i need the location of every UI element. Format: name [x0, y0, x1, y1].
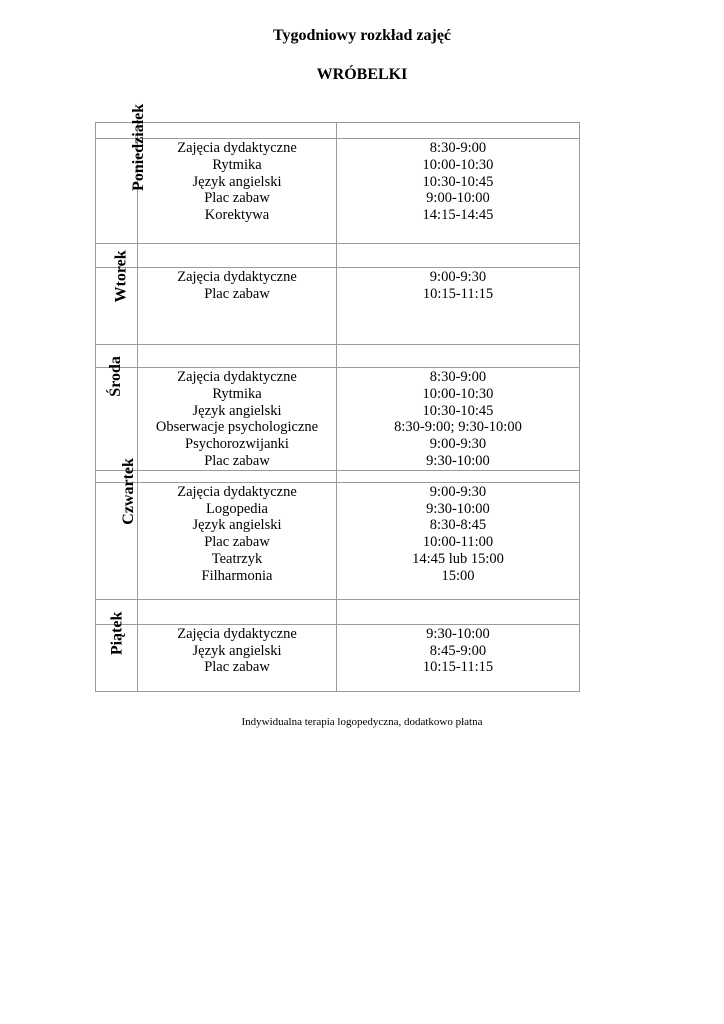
times-cell	[337, 624, 580, 691]
activities-cell	[138, 268, 337, 345]
time-item: 9:30-10:00	[426, 500, 490, 517]
activity-item: Język angielski	[192, 173, 282, 190]
spacer-cell	[138, 345, 337, 368]
spacer-cell	[337, 345, 580, 368]
time-item: 9:00-9:30	[429, 436, 487, 453]
time-item: 9:00-9:30	[429, 483, 487, 500]
times-cell	[337, 368, 580, 471]
time-item: 10:15-11:15	[422, 285, 494, 302]
time-item: 10:30-10:45	[422, 402, 494, 419]
spacer-cell	[138, 470, 337, 482]
spacer-cell	[138, 123, 337, 139]
spacer-row	[96, 345, 580, 368]
time-item: 8:30-9:00	[429, 369, 487, 385]
day-name: Piątek	[108, 611, 126, 655]
schedule-table	[95, 103, 580, 692]
activities-cell	[138, 368, 337, 471]
time-item: 10:00-11:00	[422, 534, 494, 551]
time-item: 8:30-9:00; 9:30-10:00	[394, 419, 522, 436]
spacer-row	[96, 244, 580, 268]
time-item: 8:30-9:00	[429, 140, 487, 156]
activity-item: Teatrzyk	[211, 550, 263, 567]
spacer-cell	[337, 599, 580, 624]
time-item: 9:30-10:00	[426, 452, 490, 469]
day-row	[96, 624, 580, 691]
day-name-cell	[96, 103, 148, 244]
time-item: 9:00-10:00	[426, 190, 490, 207]
activity-item: Plac zabaw	[204, 534, 270, 551]
activity-item: Plac zabaw	[204, 190, 270, 207]
activity-item: Rytmika	[212, 385, 262, 402]
activity-item: Plac zabaw	[204, 659, 270, 676]
time-item: 8:45-9:00	[429, 642, 487, 659]
time-item: 15:00	[441, 567, 475, 584]
spacer-cell	[337, 470, 580, 482]
spacer-row	[96, 599, 580, 624]
activity-item: Język angielski	[192, 642, 282, 659]
activities-cell	[138, 624, 337, 691]
day-name: Środa	[107, 356, 125, 397]
day-row	[96, 139, 580, 244]
time-item: 9:00-9:30	[429, 269, 487, 285]
spacer-row	[96, 123, 580, 139]
spacer-cell	[337, 244, 580, 268]
spacer-cell	[138, 244, 337, 268]
time-item: 10:15-11:15	[422, 659, 494, 676]
day-name-cell	[96, 250, 138, 345]
activity-item: Język angielski	[192, 517, 282, 534]
day-name: Wtorek	[112, 250, 130, 303]
time-item: 14:45 lub 15:00	[412, 550, 504, 567]
day-row	[96, 268, 580, 345]
day-name: Czwartek	[119, 457, 137, 525]
time-item: 14:15-14:45	[422, 207, 494, 224]
times-cell	[337, 482, 580, 599]
activity-item: Zajęcia dydaktyczne	[177, 483, 297, 500]
day-name-cell	[96, 611, 138, 691]
activity-item: Psychorozwijanki	[185, 436, 289, 453]
activities-cell	[138, 139, 337, 244]
activity-item: Plac zabaw	[204, 285, 270, 302]
activity-item: Plac zabaw	[204, 452, 270, 469]
activities-cell	[138, 482, 337, 599]
activity-item: Obserwacje psychologiczne	[155, 419, 319, 436]
spacer-cell	[138, 599, 337, 624]
spacer-cell	[337, 123, 580, 139]
day-name-cell	[96, 356, 138, 471]
activity-item: Logopedia	[205, 500, 268, 517]
activity-item: Zajęcia dydaktyczne	[177, 269, 297, 285]
activity-item: Korektywa	[204, 207, 270, 224]
activity-item: Filharmonia	[201, 567, 273, 584]
times-cell	[337, 268, 580, 345]
group-name: WRÓBELKI	[316, 66, 408, 83]
time-item: 10:30-10:45	[422, 173, 494, 190]
day-name: Poniedziałek	[130, 103, 148, 191]
times-cell	[337, 139, 580, 244]
activity-item: Zajęcia dydaktyczne	[177, 625, 297, 642]
activity-item: Zajęcia dydaktyczne	[177, 369, 297, 385]
time-item: 10:00-10:30	[422, 156, 494, 173]
footnote: Indywidualna terapia logopedyczna, dodatkowo płatna	[241, 716, 483, 728]
day-row	[96, 482, 580, 599]
time-item: 10:00-10:30	[422, 385, 494, 402]
activity-item: Rytmika	[212, 156, 262, 173]
spacer-row	[96, 470, 580, 482]
day-row	[96, 368, 580, 471]
page-title: Tygodniowy rozkład zajęć	[272, 27, 452, 44]
activity-item: Język angielski	[192, 402, 282, 419]
time-item: 9:30-10:00	[426, 625, 490, 642]
time-item: 8:30-8:45	[429, 517, 487, 534]
activity-item: Zajęcia dydaktyczne	[177, 140, 297, 156]
day-name-cell	[96, 457, 138, 599]
